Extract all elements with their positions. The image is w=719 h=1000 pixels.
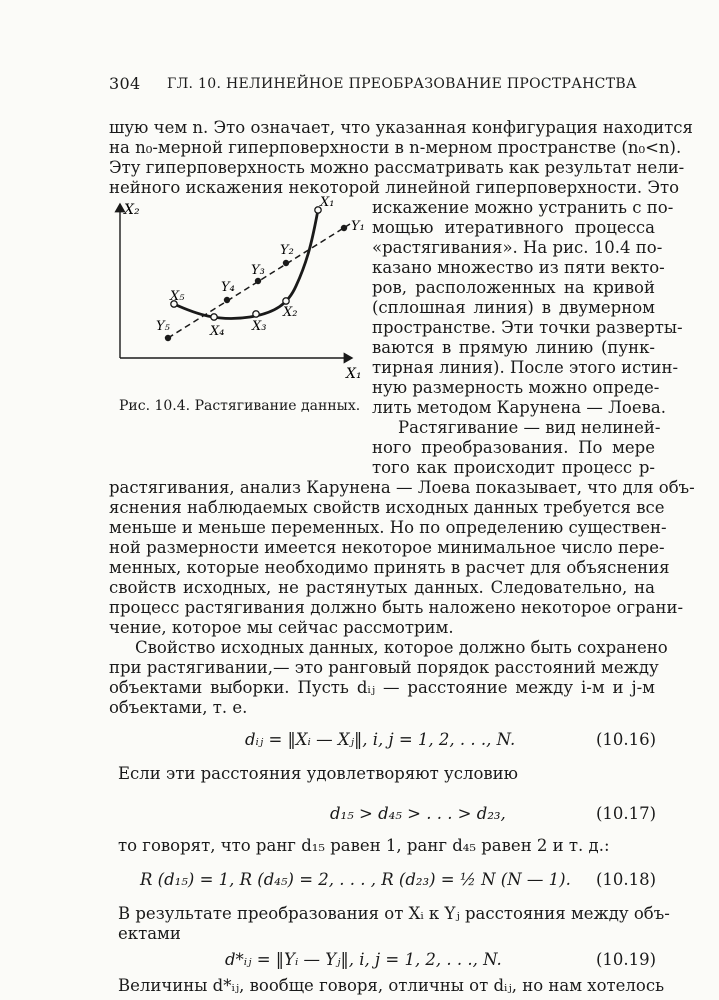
text-line: объектами выборки. Пусть dᵢⱼ — расстояние между i-м и j-м — [109, 678, 655, 697]
text-line: ектами — [118, 924, 181, 943]
label-x4: X₄ — [210, 324, 225, 339]
equation-number: (10.17) — [596, 804, 657, 823]
text-line: ваются в прямую линию (пунк- — [372, 338, 655, 357]
text-line: мощью итеративного процесса — [372, 218, 655, 237]
text-line: Свойство исходных данных, которое должно быть сохранено — [135, 638, 668, 657]
text-line: менных, которые необходимо принять в расчет для объяснения — [109, 558, 670, 577]
text-line: ров, расположенных на кривой — [372, 278, 655, 297]
text-line: искажение можно устранить с по- — [372, 198, 674, 217]
text-line: растягивания, анализ Карунена — Лоева показывает, что для объ- — [109, 478, 695, 497]
text-line: пространстве. Эти точки разверты- — [372, 318, 683, 337]
label-x1: X₁ — [320, 195, 335, 210]
page-number: 304 — [109, 74, 141, 93]
label-x2: X₂ — [283, 305, 298, 320]
text-line: чение, которое мы сейчас рассмотрим. — [109, 618, 454, 637]
point-x2 — [283, 298, 289, 304]
solid-curve — [174, 210, 318, 319]
chapter-title: ГЛ. 10. НЕЛИНЕЙНОЕ ПРЕОБРАЗОВАНИЕ ПРОСТРАНСТВА — [167, 76, 637, 92]
text-line: шую чем n. Это означает, что указанная конфигурация находится — [109, 118, 693, 137]
label-x5: X₅ — [170, 289, 185, 304]
text-line: объектами, т. е. — [109, 698, 248, 717]
point-x4 — [211, 314, 217, 320]
equation-number: (10.19) — [596, 950, 657, 969]
text-line: Если эти расстояния удовлетворяют условию — [118, 764, 519, 783]
text-line: ной размерности имеется некоторое минимальное число пере- — [109, 538, 665, 557]
equation-10-17: d₁₅ > d₄₅ > . . . > d₂₃, — [330, 804, 506, 823]
point-y2 — [283, 260, 289, 266]
equation-number: (10.16) — [596, 730, 657, 749]
text-line: ного преобразования. По мере — [372, 438, 655, 457]
point-y5 — [165, 335, 171, 341]
text-line: то говорят, что ранг d₁₅ равен 1, ранг d₄₅ равен 2 и т. д.: — [118, 836, 610, 855]
x-axis-label: X₁ — [346, 366, 362, 382]
equation-10-19: d*ᵢⱼ = ‖Yᵢ — Yⱼ‖, i, j = 1, 2, . . ., N. — [225, 950, 502, 969]
text-line: (сплошная линия) в двумерном — [372, 298, 655, 317]
text-line: яснения наблюдаемых свойств исходных данных требуется все — [109, 498, 665, 517]
label-y5: Y₅ — [156, 319, 170, 334]
text-line: нейного искажения некоторой линейной гиперповерхности. Это — [109, 178, 680, 197]
equation-number: (10.18) — [596, 870, 657, 889]
label-y1: Y₁ — [351, 219, 365, 234]
text-line: меньше и меньше переменных. Но по определению существен- — [109, 518, 667, 537]
running-header — [109, 74, 655, 96]
figure-caption: Рис. 10.4. Растягивание данных. — [119, 398, 361, 414]
point-y4 — [224, 297, 230, 303]
text-line: лить методом Карунена — Лоева. — [372, 398, 666, 417]
text-line: В результате преобразования от Xᵢ к Yⱼ расстояния между объ- — [118, 904, 670, 923]
text-line: того как происходит процесс р- — [372, 458, 655, 477]
text-line: Растягивание — вид нелиней- — [398, 418, 661, 437]
label-y4: Y₄ — [221, 280, 235, 295]
text-line: на n₀-мерной гиперповерхности в n-мерном пространстве (n₀<n). — [109, 138, 682, 157]
point-y3 — [255, 278, 261, 284]
point-x3 — [253, 311, 259, 317]
label-x3: X₃ — [252, 319, 267, 334]
equation-10-16: dᵢⱼ = ‖Xᵢ — Xⱼ‖, i, j = 1, 2, . . ., N. — [245, 730, 516, 749]
text-line: «растягивания». На рис. 10.4 по- — [372, 238, 663, 257]
equation-10-18: R (d₁₅) = 1, R (d₄₅) = 2, . . . , R (d₂₃) = ½ N (N — 1). — [140, 870, 571, 889]
text-line: ную размерность можно опреде- — [372, 378, 660, 397]
point-y1 — [341, 225, 347, 231]
text-line: казано множество из пяти векто- — [372, 258, 665, 277]
text-line: Эту гиперповерхность можно рассматривать как результат нели- — [109, 158, 685, 177]
text-line: процесс растягивания должно быть наложено некоторое ограни- — [109, 598, 684, 617]
text-line: свойств исходных, не растянутых данных. Следовательно, на — [109, 578, 655, 597]
label-y3: Y₃ — [251, 263, 265, 278]
text-line: тирная линия). После этого истин- — [372, 358, 679, 377]
label-y2: Y₂ — [280, 243, 294, 258]
y-axis-label: X₂ — [124, 202, 140, 218]
text-line: при растягивании,— это ранговый порядок расстояний между — [109, 658, 659, 677]
figure-stretching-data — [100, 190, 365, 390]
text-line: Величины d*ᵢⱼ, вообще говоря, отличны от dᵢⱼ, но нам хотелось — [118, 976, 665, 995]
